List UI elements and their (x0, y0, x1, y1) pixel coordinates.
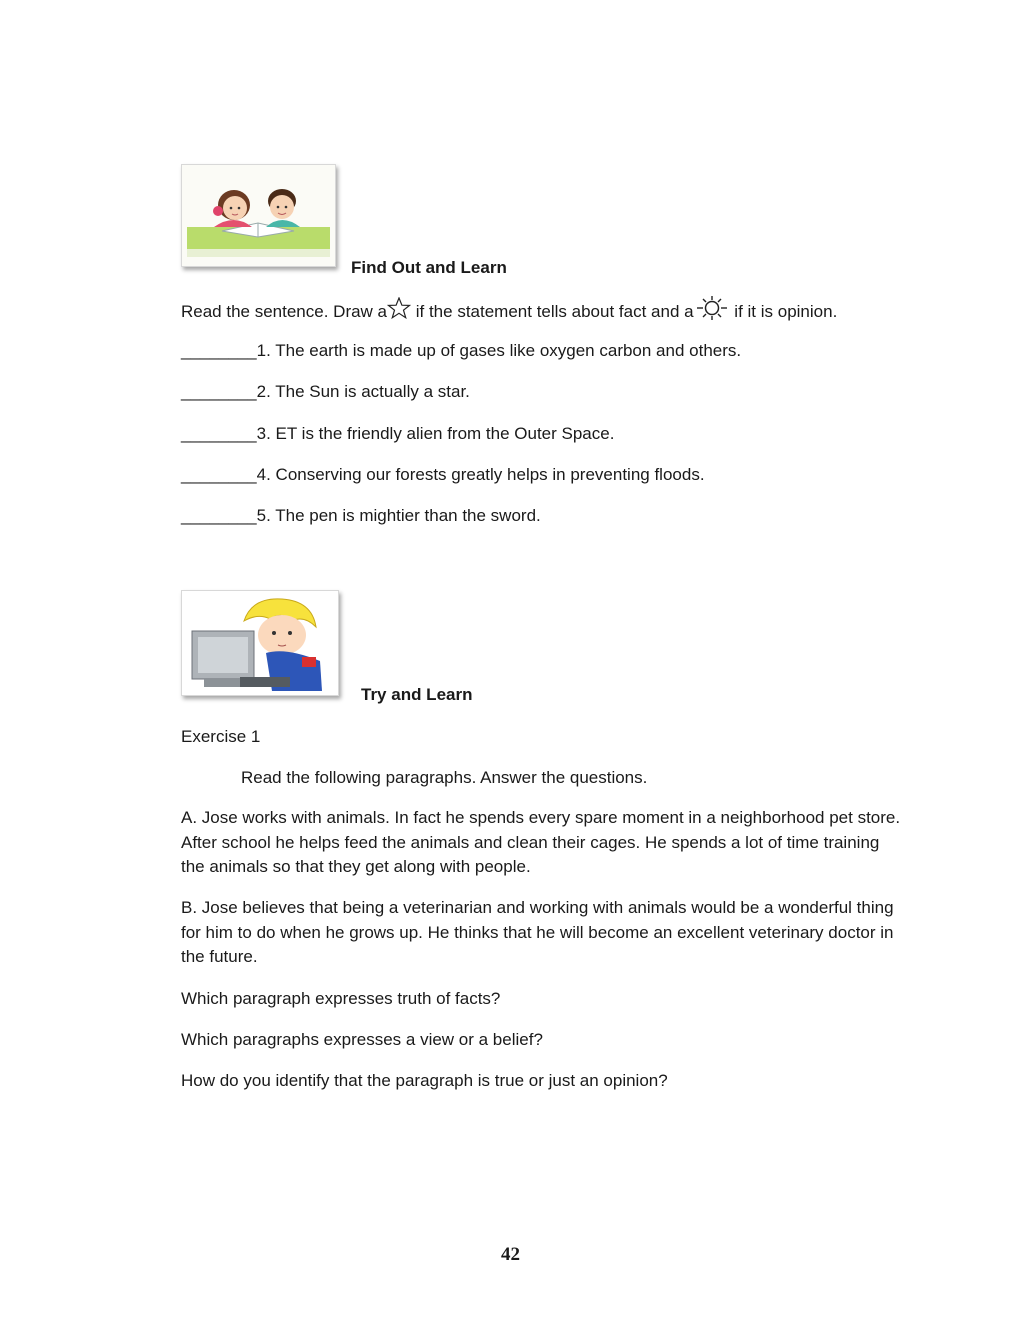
exercise-label: Exercise 1 (181, 727, 261, 746)
section-heading-try-and-learn: Try and Learn (361, 685, 473, 704)
paragraph-b: B. Jose believes that being a veterinarian and working with animals would be a wonderful thing for him to do when he grows up. He thinks that he will become an excellent veterinary doctor in the future. (181, 898, 894, 966)
instruction-part1: Read the sentence. Draw a (181, 301, 388, 321)
children-reading-illustration (182, 165, 335, 266)
paragraph-a: A. Jose works with animals. In fact he spends every spare moment in a neighborhood pet store. After school he helps feed the animals and clean their cages. He spends a lot of time training the animals so that they get along with people. (181, 808, 901, 876)
fact-opinion-item-5: ________5. The pen is mightier than the sword. (181, 506, 541, 525)
instruction-line (181, 299, 837, 326)
fact-opinion-item-2: ________2. The Sun is actually a star. (181, 382, 470, 401)
question-1: Which paragraph expresses truth of facts? (181, 989, 501, 1008)
fact-opinion-item-3: ________3. ET is the friendly alien from the Outer Space. (181, 424, 615, 443)
page-number: 42 (501, 1244, 520, 1265)
question-2: Which paragraphs expresses a view or a belief? (181, 1030, 543, 1049)
star-icon (387, 297, 411, 324)
question-3: How do you identify that the paragraph is true or just an opinion? (181, 1071, 668, 1090)
exercise-instruction: Read the following paragraphs. Answer the questions. (241, 768, 648, 787)
fact-opinion-item-1: ________1. The earth is made up of gases like oxygen carbon and others. (181, 341, 742, 360)
instruction-part3: if it is opinion. (729, 301, 838, 321)
boy-computer-image (181, 590, 339, 696)
children-reading-image (181, 164, 336, 267)
sun-icon (694, 295, 730, 326)
fact-opinion-item-4: ________4. Conserving our forests greatly helps in preventing floods. (181, 465, 705, 484)
boy-at-computer-illustration (182, 591, 338, 695)
instruction-part2: if the statement tells about fact and a (411, 301, 694, 321)
section-heading-find-out: Find Out and Learn (351, 258, 507, 277)
